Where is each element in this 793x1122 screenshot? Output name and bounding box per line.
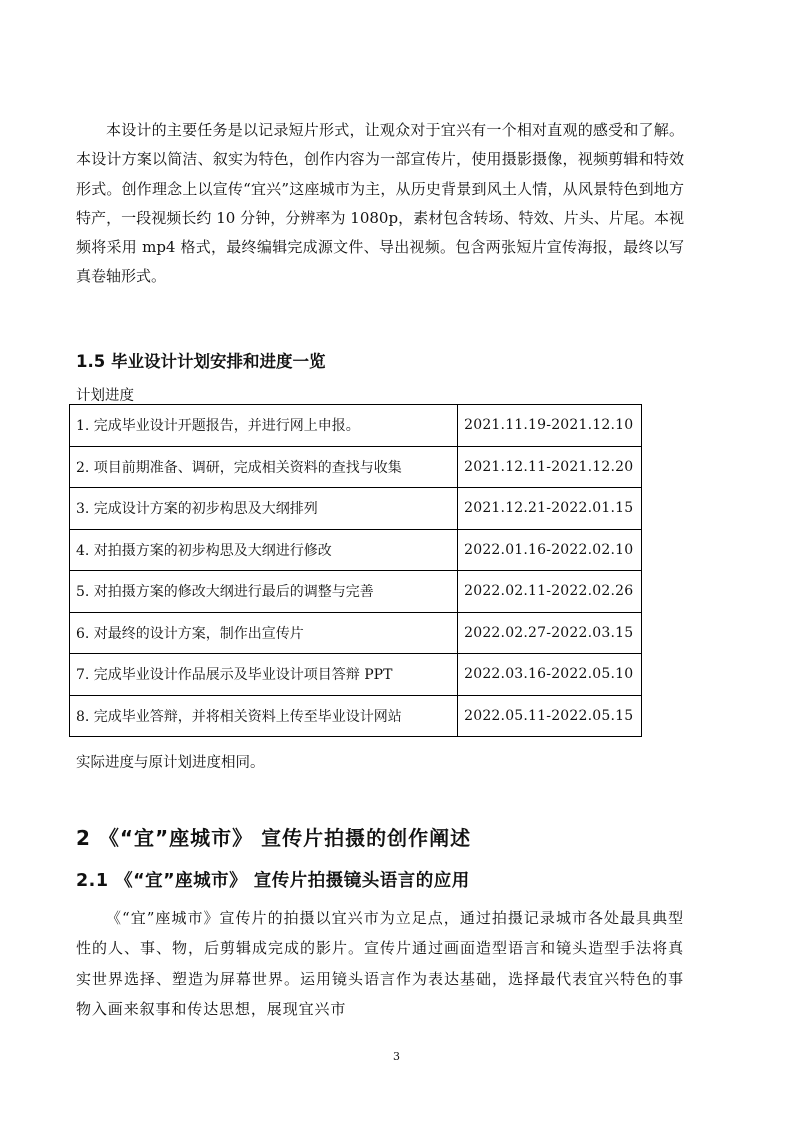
date-cell: 2022.05.11-2022.05.15 xyxy=(458,695,642,737)
table-row xyxy=(70,529,642,571)
task-cell: 8. 完成毕业答辩，并将相关资料上传至毕业设计网站 xyxy=(70,695,458,737)
page-number: 3 xyxy=(393,1050,400,1063)
table-row xyxy=(70,446,642,488)
date-cell: 2021.11.19-2021.12.10 xyxy=(458,405,642,447)
task-cell: 7. 完成毕业设计作品展示及毕业设计项目答辩 PPT xyxy=(70,654,458,696)
table-row xyxy=(70,488,642,530)
task-cell: 4. 对拍摄方案的初步构思及大纲进行修改 xyxy=(70,529,458,571)
date-cell: 2022.02.27-2022.03.15 xyxy=(458,612,642,654)
section-1-5-heading: 1.5 毕业设计计划安排和进度一览 xyxy=(76,352,326,371)
date-cell: 2022.03.16-2022.05.10 xyxy=(458,654,642,696)
section-2-heading: 2 《“宜”座城市》 宣传片拍摄的创作阐述 xyxy=(76,826,472,850)
date-cell: 2022.02.11-2022.02.26 xyxy=(458,571,642,613)
schedule-table xyxy=(69,404,642,737)
section-2-1-paragraph: 《“宜”座城市》宣传片的拍摄以宜兴市为立足点，通过拍摄记录城市各处最具典型性的人、事、物，后剪辑成完成的影片。宣传片通过画面造型语言和镜头造型手法将真实世界选择、塑造为屏幕世界。运用镜头语言作为表达基础，选择最代表宜兴特色的事物入画来叙事和传达思想，展现宜兴市 xyxy=(76,909,684,1018)
section-2-1-heading: 2.1 《“宜”座城市》 宣传片拍摄镜头语言的应用 xyxy=(76,871,470,891)
table-row xyxy=(70,654,642,696)
table-row xyxy=(70,695,642,737)
date-cell: 2022.01.16-2022.02.10 xyxy=(458,529,642,571)
actual-progress-note: 实际进度与原计划进度相同。 xyxy=(76,755,265,771)
table-row xyxy=(70,571,642,613)
task-cell: 2. 项目前期准备、调研，完成相关资料的查找与收集 xyxy=(70,446,458,488)
plan-label: 计划进度 xyxy=(76,388,134,404)
date-cell: 2021.12.21-2022.01.15 xyxy=(458,488,642,530)
task-cell: 1. 完成毕业设计开题报告，并进行网上申报。 xyxy=(70,405,458,447)
table-row xyxy=(70,405,642,447)
task-cell: 5. 对拍摄方案的修改大纲进行最后的调整与完善 xyxy=(70,571,458,613)
task-cell: 3. 完成设计方案的初步构思及大纲排列 xyxy=(70,488,458,530)
table-row xyxy=(70,612,642,654)
task-cell: 6. 对最终的设计方案，制作出宣传片 xyxy=(70,612,458,654)
intro-paragraph: 本设计的主要任务是以记录短片形式，让观众对于宜兴有一个相对直观的感受和了解。本设计方案以简洁、叙实为特色，创作内容为一部宣传片，使用摄影摄像，视频剪辑和特效形式。创作理念上以宣传“宜兴”这座城市为主，从历史背景到风土人情，从风景特色到地方特产，一段视频长约 10 分钟，分辨率为 1080p，素材包含转场、特效、片头、片尾。本视频将采用 mp4 格式，最终编辑完成源文件、导出视频。包含两张短片宣传海报，最终以写真卷轴形式。 xyxy=(76,121,684,286)
date-cell: 2021.12.11-2021.12.20 xyxy=(458,446,642,488)
